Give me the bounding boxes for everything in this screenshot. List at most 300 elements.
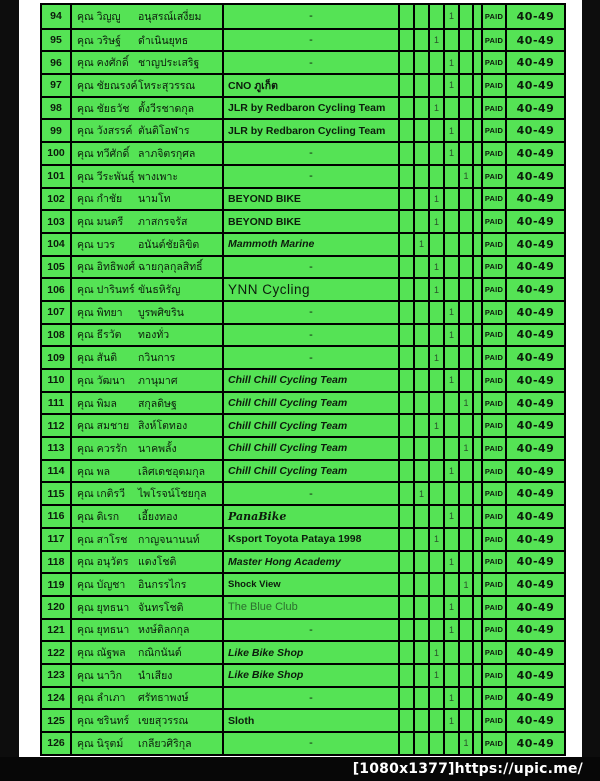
category-cell-1	[400, 347, 415, 368]
row-number-cell: 122	[42, 642, 72, 663]
category-cell-6	[474, 574, 483, 595]
team-name-cell: BEYOND BIKE	[224, 189, 400, 210]
age-group-cell: 40-49	[516, 283, 555, 297]
table-row	[42, 323, 564, 346]
category-cell-3	[430, 552, 445, 573]
first-name: คุณ วัฒนา	[77, 374, 126, 387]
last-name: เกลียวศิริกุล	[138, 737, 192, 750]
category-cell-4	[445, 166, 460, 187]
name-cell	[72, 234, 224, 255]
category-cell-1	[400, 302, 415, 323]
category-cell-1	[400, 620, 415, 641]
category-cell-6	[474, 620, 483, 641]
category-cell-6	[474, 52, 483, 73]
category-cell-1	[400, 438, 415, 459]
last-name: ดำเนินยุทธ	[138, 34, 189, 47]
category-cell-3	[430, 370, 445, 391]
last-name: นามโท	[138, 193, 171, 206]
category-cell-5	[460, 75, 474, 96]
category-cell-1	[400, 166, 415, 187]
category-cell-2	[415, 98, 430, 119]
last-name: ภานุมาศ	[138, 374, 178, 387]
category-cell-6	[474, 325, 483, 346]
age-group-cell: 40-49	[516, 9, 555, 23]
category-cell-5	[460, 30, 474, 51]
age-group-cell: 40-49	[516, 441, 555, 455]
name-cell	[72, 189, 224, 210]
first-name: คุณ สันติ	[77, 352, 118, 365]
name-cell	[72, 5, 224, 28]
name-cell	[72, 75, 224, 96]
category-cell-4	[445, 415, 460, 436]
category-cell-5	[460, 5, 474, 28]
name-cell	[72, 347, 224, 368]
category-cell-6	[474, 302, 483, 323]
category-cell-3: 1	[430, 98, 445, 119]
category-cell-4: 1	[445, 370, 460, 391]
first-name: คุณ พล	[77, 465, 111, 478]
first-name: คุณ บวร	[77, 238, 115, 251]
table-row	[42, 300, 564, 323]
paid-status-cell: PAID	[483, 438, 507, 459]
category-cell-2	[415, 529, 430, 550]
row-number-cell: 104	[42, 234, 72, 255]
name-cell	[72, 30, 224, 51]
category-cell-4: 1	[445, 506, 460, 527]
name-cell	[72, 597, 224, 618]
first-name: คุณ ชัยธวัช	[77, 102, 130, 115]
category-cell-3: 1	[430, 529, 445, 550]
category-cell-2	[415, 506, 430, 527]
category-cell-1	[400, 257, 415, 278]
category-cell-3: 1	[430, 415, 445, 436]
category-cell-2	[415, 620, 430, 641]
category-cell-5	[460, 620, 474, 641]
age-group-cell: 40-49	[516, 169, 555, 183]
last-name: กวินการ	[138, 352, 176, 365]
row-number-cell: 105	[42, 257, 72, 278]
last-name: กณิกนันต์	[138, 647, 182, 660]
category-cell-5: 1	[460, 438, 474, 459]
category-cell-3: 1	[430, 665, 445, 686]
row-number-cell: 111	[42, 393, 72, 414]
category-cell-5	[460, 506, 474, 527]
row-number-cell: 102	[42, 189, 72, 210]
category-cell-5	[460, 347, 474, 368]
category-cell-6	[474, 143, 483, 164]
photo-page-background	[19, 0, 582, 757]
category-cell-1	[400, 120, 415, 141]
first-name: คุณ วิญญู	[77, 10, 121, 23]
last-name: จันทรโชติ	[138, 601, 184, 614]
team-name-cell: Shock View	[224, 574, 400, 595]
category-cell-3	[430, 166, 445, 187]
category-cell-2	[415, 166, 430, 187]
category-cell-5	[460, 370, 474, 391]
name-cell	[72, 438, 224, 459]
row-number-cell: 95	[42, 30, 72, 51]
category-cell-6	[474, 279, 483, 300]
category-cell-4	[445, 733, 460, 754]
category-cell-3: 1	[430, 257, 445, 278]
category-cell-5	[460, 143, 474, 164]
last-name: อนันต์ชัยลิขิต	[138, 238, 200, 251]
first-name: คุณ ยุทธนา	[77, 601, 130, 614]
table-row	[42, 209, 564, 232]
age-group-cell: 40-49	[516, 192, 555, 206]
age-group-cell: 40-49	[516, 691, 555, 705]
category-cell-5	[460, 688, 474, 709]
table-row	[42, 164, 564, 187]
category-cell-4	[445, 574, 460, 595]
first-name: คุณ เกติรวี	[77, 488, 125, 501]
paid-status-cell: PAID	[483, 5, 507, 28]
table-row	[42, 731, 564, 754]
last-name: หงษ์ติลกกุล	[138, 624, 190, 637]
team-name-cell: -	[224, 733, 400, 754]
table-row	[42, 255, 564, 278]
table-row	[42, 595, 564, 618]
category-cell-6	[474, 30, 483, 51]
category-cell-5	[460, 483, 474, 504]
team-name-cell: -	[224, 143, 400, 164]
paid-status-cell: PAID	[483, 52, 507, 73]
row-number-cell: 121	[42, 620, 72, 641]
category-cell-2	[415, 415, 430, 436]
team-name-cell: Ksport Toyota Pataya 1998	[224, 529, 400, 550]
team-name-cell: Master Hong Academy	[224, 552, 400, 573]
category-cell-2	[415, 189, 430, 210]
name-cell	[72, 302, 224, 323]
category-cell-6	[474, 665, 483, 686]
paid-status-cell: PAID	[483, 347, 507, 368]
table-row	[42, 96, 564, 119]
category-cell-1	[400, 552, 415, 573]
name-cell	[72, 620, 224, 641]
category-cell-1	[400, 98, 415, 119]
category-cell-4	[445, 438, 460, 459]
first-name: คุณ นิรุตม์	[77, 737, 124, 750]
category-cell-4	[445, 529, 460, 550]
category-cell-5	[460, 257, 474, 278]
table-row	[42, 5, 564, 28]
first-name: คุณ ดิเรก	[77, 510, 120, 523]
category-cell-6	[474, 257, 483, 278]
age-group-cell: 40-49	[516, 56, 555, 70]
category-cell-3	[430, 75, 445, 96]
last-name: บูรพศิขริน	[138, 306, 184, 319]
category-cell-1	[400, 325, 415, 346]
age-group-cell: 40-49	[516, 509, 555, 523]
category-cell-6	[474, 733, 483, 754]
last-name: โหระสุวรรณ	[138, 79, 196, 92]
category-cell-4: 1	[445, 710, 460, 731]
category-cell-1	[400, 211, 415, 232]
last-name: ตันติโอฬาร	[138, 125, 190, 138]
row-number-cell: 101	[42, 166, 72, 187]
table-row	[42, 436, 564, 459]
age-group-cell: 40-49	[516, 373, 555, 387]
first-name: คุณ นาวิก	[77, 669, 123, 682]
category-cell-4	[445, 30, 460, 51]
row-number-cell: 124	[42, 688, 72, 709]
last-name: ไพโรจน์โชยกุล	[138, 488, 207, 501]
category-cell-5	[460, 529, 474, 550]
age-group-cell: 40-49	[516, 146, 555, 160]
team-name-cell: -	[224, 302, 400, 323]
paid-status-cell: PAID	[483, 574, 507, 595]
category-cell-6	[474, 211, 483, 232]
category-cell-1	[400, 393, 415, 414]
first-name: คุณ ธีรวัต	[77, 329, 122, 342]
category-cell-4	[445, 347, 460, 368]
last-name: ชาญประเสริฐ	[138, 57, 200, 70]
first-name: คุณ ยุทธนา	[77, 624, 130, 637]
category-cell-1	[400, 279, 415, 300]
first-name: คุณ ควรรัก	[77, 442, 128, 455]
row-number-cell: 100	[42, 143, 72, 164]
age-group-cell: 40-49	[516, 646, 555, 660]
last-name: ศรัทธาพงษ์	[138, 692, 189, 705]
category-cell-1	[400, 597, 415, 618]
name-cell	[72, 143, 224, 164]
category-cell-1	[400, 483, 415, 504]
category-cell-2	[415, 120, 430, 141]
category-cell-2	[415, 211, 430, 232]
category-cell-4	[445, 257, 460, 278]
table-row	[42, 277, 564, 300]
category-cell-2	[415, 257, 430, 278]
name-cell	[72, 370, 224, 391]
category-cell-5	[460, 234, 474, 255]
category-cell-2	[415, 52, 430, 73]
paid-status-cell: PAID	[483, 688, 507, 709]
category-cell-3	[430, 393, 445, 414]
watermark-url-text: [1080x1377]https://upic.me/	[352, 761, 583, 777]
row-number-cell: 126	[42, 733, 72, 754]
table-row	[42, 527, 564, 550]
category-cell-6	[474, 597, 483, 618]
category-cell-1	[400, 75, 415, 96]
category-cell-3	[430, 302, 445, 323]
category-cell-6	[474, 438, 483, 459]
category-cell-4	[445, 98, 460, 119]
category-cell-2	[415, 665, 430, 686]
age-group-cell: 40-49	[516, 305, 555, 319]
category-cell-6	[474, 166, 483, 187]
row-number-cell: 119	[42, 574, 72, 595]
last-name: ขันธหิรัญ	[138, 284, 181, 297]
last-name: เขยสุวรรณ	[138, 715, 189, 728]
category-cell-4: 1	[445, 143, 460, 164]
category-cell-4	[445, 211, 460, 232]
category-cell-5	[460, 597, 474, 618]
category-cell-2	[415, 279, 430, 300]
first-name: คุณ ปารินทร์	[77, 284, 135, 297]
category-cell-5	[460, 710, 474, 731]
age-group-cell: 40-49	[516, 215, 555, 229]
team-name-cell: The Blue Club	[224, 597, 400, 618]
first-name: คุณ อิทธิพงศ์	[77, 261, 136, 274]
category-cell-5	[460, 325, 474, 346]
table-row	[42, 28, 564, 51]
paid-status-cell: PAID	[483, 506, 507, 527]
paid-status-cell: PAID	[483, 461, 507, 482]
category-cell-2	[415, 370, 430, 391]
team-name-cell: Sloth	[224, 710, 400, 731]
last-name: พางเพาะ	[138, 170, 178, 183]
team-name-cell: Chill Chill Cycling Team	[224, 461, 400, 482]
category-cell-6	[474, 552, 483, 573]
category-cell-1	[400, 189, 415, 210]
watermark-bar	[0, 757, 600, 781]
category-cell-5	[460, 120, 474, 141]
category-cell-1	[400, 143, 415, 164]
category-cell-1	[400, 642, 415, 663]
category-cell-1	[400, 415, 415, 436]
category-cell-3	[430, 574, 445, 595]
table-row	[42, 50, 564, 73]
category-cell-4	[445, 234, 460, 255]
row-number-cell: 117	[42, 529, 72, 550]
category-cell-3	[430, 325, 445, 346]
category-cell-3	[430, 483, 445, 504]
paid-status-cell: PAID	[483, 98, 507, 119]
age-group-cell: 40-49	[516, 532, 555, 546]
category-cell-4: 1	[445, 461, 460, 482]
table-row	[42, 73, 564, 96]
name-cell	[72, 166, 224, 187]
team-name-cell: Mammoth Marine	[224, 234, 400, 255]
category-cell-6	[474, 5, 483, 28]
category-cell-3	[430, 597, 445, 618]
row-number-cell: 107	[42, 302, 72, 323]
category-cell-2	[415, 347, 430, 368]
age-group-cell: 40-49	[516, 419, 555, 433]
team-name-cell: PanaBike	[224, 506, 400, 527]
category-cell-5	[460, 279, 474, 300]
name-cell	[72, 552, 224, 573]
paid-status-cell: PAID	[483, 529, 507, 550]
age-group-cell: 40-49	[516, 328, 555, 342]
name-cell	[72, 52, 224, 73]
name-cell	[72, 506, 224, 527]
first-name: คุณ วีระพันธุ์	[77, 170, 135, 183]
last-name: นำเสียง	[138, 669, 173, 682]
team-name-cell: -	[224, 620, 400, 641]
row-number-cell: 115	[42, 483, 72, 504]
category-cell-4: 1	[445, 620, 460, 641]
category-cell-2	[415, 461, 430, 482]
age-group-cell: 40-49	[516, 600, 555, 614]
age-group-cell: 40-49	[516, 396, 555, 410]
category-cell-4: 1	[445, 302, 460, 323]
first-name: คุณ สาโรช	[77, 533, 128, 546]
paid-status-cell: PAID	[483, 325, 507, 346]
category-cell-1	[400, 688, 415, 709]
category-cell-4	[445, 665, 460, 686]
row-number-cell: 103	[42, 211, 72, 232]
category-cell-3	[430, 461, 445, 482]
category-cell-5	[460, 665, 474, 686]
age-group-cell: 40-49	[516, 623, 555, 637]
last-name: ภาสกรจรัส	[138, 216, 188, 229]
team-name-cell: Like Bike Shop	[224, 665, 400, 686]
paid-status-cell: PAID	[483, 597, 507, 618]
first-name: คุณ ชัยณรงค์	[77, 79, 138, 92]
age-group-cell: 40-49	[516, 736, 555, 750]
category-cell-5: 1	[460, 574, 474, 595]
first-name: คุณ ชรินทร์	[77, 715, 130, 728]
category-cell-3	[430, 143, 445, 164]
paid-status-cell: PAID	[483, 279, 507, 300]
category-cell-1	[400, 461, 415, 482]
category-cell-2	[415, 143, 430, 164]
row-number-cell: 99	[42, 120, 72, 141]
first-name: คุณ ณัฐพล	[77, 647, 126, 660]
category-cell-5: 1	[460, 393, 474, 414]
table-row	[42, 686, 564, 709]
name-cell	[72, 733, 224, 754]
table-row	[42, 640, 564, 663]
category-cell-1	[400, 5, 415, 28]
last-name: อินกรรไกร	[138, 579, 187, 592]
category-cell-5	[460, 642, 474, 663]
category-cell-5	[460, 302, 474, 323]
category-cell-3	[430, 733, 445, 754]
category-cell-2	[415, 325, 430, 346]
category-cell-5: 1	[460, 733, 474, 754]
category-cell-2	[415, 574, 430, 595]
age-group-cell: 40-49	[516, 487, 555, 501]
last-name: สิงห์โตทอง	[138, 420, 188, 433]
category-cell-3	[430, 620, 445, 641]
category-cell-5	[460, 461, 474, 482]
table-row	[42, 232, 564, 255]
name-cell	[72, 393, 224, 414]
category-cell-2	[415, 302, 430, 323]
row-number-cell: 113	[42, 438, 72, 459]
last-name: สกุลดิษฐ	[138, 397, 177, 410]
category-cell-6	[474, 98, 483, 119]
team-name-cell: -	[224, 52, 400, 73]
name-cell	[72, 461, 224, 482]
paid-status-cell: PAID	[483, 552, 507, 573]
table-row	[42, 504, 564, 527]
category-cell-5	[460, 415, 474, 436]
table-row	[42, 459, 564, 482]
row-number-cell: 120	[42, 597, 72, 618]
first-name: คุณ อนุวัตร	[77, 556, 129, 569]
category-cell-5	[460, 98, 474, 119]
first-name: คุณ บัญชา	[77, 579, 126, 592]
category-cell-2: 1	[415, 234, 430, 255]
team-name-cell: -	[224, 347, 400, 368]
table-row	[42, 550, 564, 573]
first-name: คุณ กำชัย	[77, 193, 123, 206]
table-row	[42, 708, 564, 731]
first-name: คุณ ลำเภา	[77, 692, 126, 705]
last-name: อนุสรณ์เสงี่ยม	[138, 10, 202, 23]
table-row	[42, 663, 564, 686]
category-cell-1	[400, 665, 415, 686]
age-group-cell: 40-49	[516, 578, 555, 592]
category-cell-5	[460, 52, 474, 73]
category-cell-1	[400, 370, 415, 391]
category-cell-5	[460, 552, 474, 573]
category-cell-1	[400, 52, 415, 73]
category-cell-2	[415, 597, 430, 618]
